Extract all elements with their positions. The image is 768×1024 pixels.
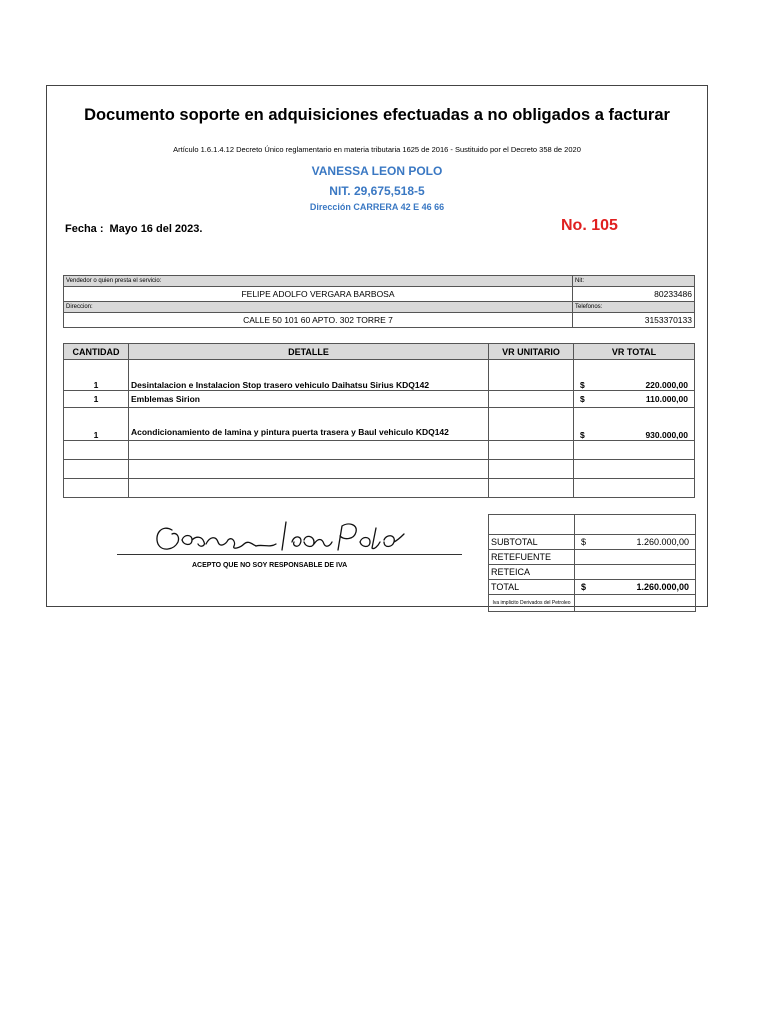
document-title: Documento soporte en adquisiciones efectuadas a no obligados a facturar <box>84 106 670 124</box>
subtotal-row <box>489 535 696 550</box>
column-header-total: VR TOTAL <box>574 344 695 360</box>
document-page <box>46 85 708 607</box>
item-total-cell <box>574 408 695 441</box>
vendor-name: FELIPE ADOLFO VERGARA BARBOSA <box>64 287 573 302</box>
retefuente-row <box>489 550 696 565</box>
table-row <box>64 391 695 408</box>
total-value: 1.260.000,00 <box>636 582 689 592</box>
total-cell <box>575 580 696 595</box>
column-header-detail: DETALLE <box>129 344 489 360</box>
reteica-row <box>489 565 696 580</box>
vendor-address-label: Direccion: <box>64 302 573 313</box>
empty-row <box>64 441 695 460</box>
legal-note: Artículo 1.6.1.4.12 Decreto Único reglamentario en materia tributaria 1625 de 2016 - Sustituido por el Decreto 358 de 2020 <box>173 145 581 154</box>
handwritten-signature <box>152 514 417 556</box>
acceptance-text: ACEPTO QUE NO SOY RESPONSABLE DE IVA <box>192 562 348 569</box>
item-unit <box>489 408 574 441</box>
reteica-label: RETEICA <box>489 565 575 580</box>
retefuente-label: RETEFUENTE <box>489 550 575 565</box>
item-unit <box>489 391 574 408</box>
issuer-name: VANESSA LEON POLO <box>311 164 443 178</box>
item-total: 110.000,00 <box>645 394 688 404</box>
document-number: No. 105 <box>561 217 618 234</box>
column-header-qty: CANTIDAD <box>64 344 129 360</box>
date-line <box>65 223 208 235</box>
subtotal-label: SUBTOTAL <box>489 535 575 550</box>
column-header-unit: VR UNITARIO <box>489 344 574 360</box>
vendor-phone-label: Telefonos: <box>573 302 695 313</box>
items-table <box>63 343 695 498</box>
item-qty: 1 <box>64 360 129 391</box>
empty-row <box>64 479 695 498</box>
currency-symbol: $ <box>580 394 585 404</box>
date-label: Fecha : <box>65 223 104 235</box>
vendor-nit-label: Nit: <box>573 276 695 287</box>
empty-row <box>64 460 695 479</box>
item-detail: Emblemas Sirion <box>129 391 489 408</box>
table-row <box>64 360 695 391</box>
vendor-table <box>63 275 695 328</box>
item-total: 220.000,00 <box>645 380 688 390</box>
items-header-row <box>64 344 695 360</box>
totals-table <box>488 514 696 612</box>
item-total-cell <box>574 360 695 391</box>
totals-spacer-row <box>489 515 696 535</box>
iva-note: Iva implicito Derivados del Petroleo <box>489 595 575 612</box>
reteica-value <box>575 565 696 580</box>
subtotal-value: 1.260.000,00 <box>636 537 689 547</box>
total-row <box>489 580 696 595</box>
vendor-phone: 3153370133 <box>573 313 695 328</box>
date-value: Mayo 16 del 2023. <box>109 223 203 235</box>
currency-symbol: $ <box>581 582 587 592</box>
item-detail: Acondicionamiento de lamina y pintura puerta trasera y Baul vehiculo KDQ142 <box>129 408 489 441</box>
item-detail: Desintalacion e Instalacion Stop trasero vehiculo Daihatsu Sirius KDQ142 <box>129 360 489 391</box>
table-row <box>64 408 695 441</box>
issuer-nit: NIT. 29,675,518-5 <box>329 184 425 198</box>
vendor-nit: 80233486 <box>573 287 695 302</box>
currency-symbol: $ <box>581 537 587 547</box>
vendor-name-label: Vendedor o quien presta el servicio: <box>64 276 573 287</box>
signature-line <box>117 554 462 555</box>
iva-note-value <box>575 595 696 612</box>
retefuente-value <box>575 550 696 565</box>
vendor-address: CALLE 50 101 60 APTO. 302 TORRE 7 <box>64 313 573 328</box>
item-qty: 1 <box>64 408 129 441</box>
iva-note-row <box>489 595 696 612</box>
currency-symbol: $ <box>580 430 585 440</box>
item-unit <box>489 360 574 391</box>
issuer-address: Dirección CARRERA 42 E 46 66 <box>309 202 445 212</box>
item-total: 930.000,00 <box>645 430 688 440</box>
total-label: TOTAL <box>489 580 575 595</box>
item-qty: 1 <box>64 391 129 408</box>
item-total-cell <box>574 391 695 408</box>
subtotal-cell <box>575 535 696 550</box>
currency-symbol: $ <box>580 380 585 390</box>
